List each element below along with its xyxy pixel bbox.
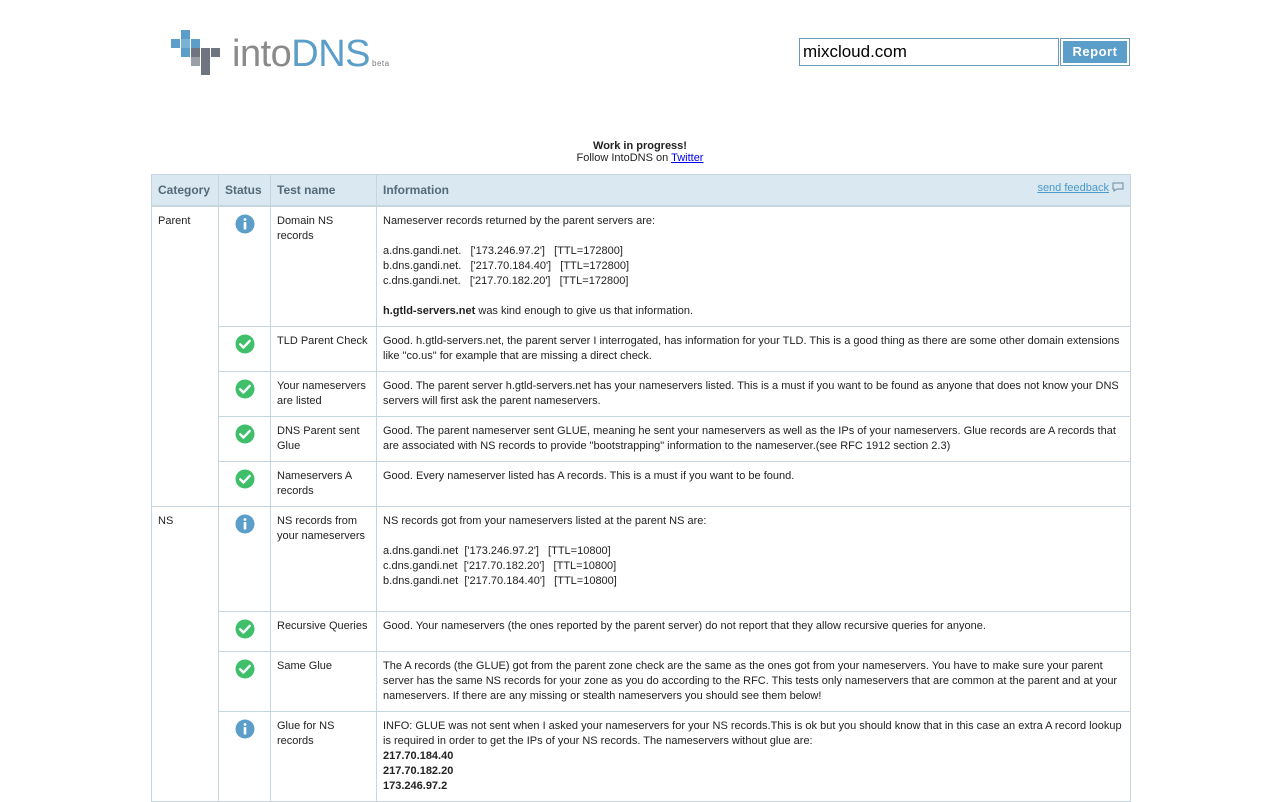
glue-ip: 217.70.184.40 [383,750,454,762]
table-row [152,612,1131,652]
check-icon [235,424,255,444]
twitter-link[interactable]: Twitter [671,152,704,164]
table-row [152,652,1131,712]
ns-record: a.dns.gandi.net ['173.246.97.2'] [TTL=10800] [383,545,611,557]
information [377,507,1131,612]
status-cell [219,712,271,802]
send-feedback-link[interactable]: send feedback [1037,182,1109,194]
info-intro: Nameserver records returned by the parent servers are: [383,215,656,227]
follow-text: Follow IntoDNS on [576,152,672,164]
table-row [152,206,1131,327]
glue-ip: 217.70.182.20 [383,765,454,777]
check-icon [235,659,255,679]
test-name: Same Glue [271,652,377,712]
status-cell [219,206,271,327]
info-icon [235,514,255,534]
notice [0,140,1280,164]
report-button-label: Report [1063,41,1127,63]
glue-ip: 173.246.97.2 [383,780,448,792]
test-name: Nameservers A records [271,462,377,507]
check-icon [235,619,255,639]
table-row [152,712,1131,802]
logo-dns: DNS [291,33,371,75]
test-name: Glue for NS records [271,712,377,802]
ns-record: a.dns.gandi.net. ['173.246.97.2'] [TTL=172800] [383,245,623,257]
check-icon [235,334,255,354]
status-cell [219,462,271,507]
status-cell [219,652,271,712]
status-cell [219,327,271,372]
header-test-name: Test name [271,175,377,207]
ns-record: c.dns.gandi.net. ['217.70.182.20'] [TTL=172800] [383,275,629,287]
header-information-label: Information [383,183,449,197]
table-header-row [152,175,1131,207]
follow-line [0,152,1280,164]
report-table [151,174,1131,802]
domain-input[interactable] [799,38,1059,66]
speech-bubble-icon [1112,182,1124,192]
logo-into: into [232,33,292,75]
header-information [377,175,1131,207]
header-status: Status [219,175,271,207]
information: Good. Every nameserver listed has A records. This is a must if you want to be found. [377,462,1131,507]
info-icon [235,719,255,739]
source-server: h.gtld-servers.net [383,305,476,317]
ns-record: c.dns.gandi.net ['217.70.182.20'] [TTL=10800] [383,560,617,572]
info-text: INFO: GLUE was not sent when I asked your nameservers for your NS records.This is ok but you should know that in this case an extra A record lookup is required in order to get the IPs of your NS records. The nameservers without glue are: [383,720,1122,747]
header-category: Category [152,175,219,207]
category-ns: NS [152,507,219,802]
logo-beta: beta [372,59,390,68]
report-button[interactable] [1060,38,1130,66]
info-intro: NS records got from your nameservers listed at the parent NS are: [383,515,707,527]
send-feedback[interactable] [1037,181,1124,196]
status-cell [219,372,271,417]
table-row [152,372,1131,417]
test-name: Your nameservers are listed [271,372,377,417]
source-text: was kind enough to give us that information. [475,305,693,317]
check-icon [235,379,255,399]
ns-record: b.dns.gandi.net. ['217.70.184.40'] [TTL=172800] [383,260,630,272]
information [377,712,1131,802]
table-row [152,462,1131,507]
table-row [152,507,1131,612]
information: Good. Your nameservers (the ones reported by the parent server) do not report that they allow recursive queries for anyone. [377,612,1131,652]
test-name: Recursive Queries [271,612,377,652]
test-name: Domain NS records [271,206,377,327]
information: Good. h.gtld-servers.net, the parent server I interrogated, has information for your TLD. This is a good thing as there are some other domain extensions like "co.us" for example that are missing a direct check. [377,327,1131,372]
check-icon [235,469,255,489]
test-name: DNS Parent sent Glue [271,417,377,462]
info-source [383,304,1124,319]
information: The A records (the GLUE) got from the parent zone check are the same as the ones got from your nameservers. You have to make sure your parent server has the same NS records for your zone as you do according to the RFC. This tests only nameservers that are common at the parent and at your nameservers. If there are any missing or stealth nameservers you should see them below! [377,652,1131,712]
ns-record: b.dns.gandi.net ['217.70.184.40'] [TTL=10800] [383,575,617,587]
test-name: NS records from your nameservers [271,507,377,612]
table-row [152,417,1131,462]
status-cell [219,417,271,462]
info-icon [235,214,255,234]
work-in-progress: Work in progress! [593,140,687,152]
intodns-logo[interactable] [171,30,411,76]
information: Good. The parent server h.gtld-servers.net has your nameservers listed. This is a must if you want to be found as anyone that does not know your DNS servers will first ask the parent nameservers. [377,372,1131,417]
information [377,206,1131,327]
information: Good. The parent nameserver sent GLUE, meaning he sent your nameservers as well as the IPs of your nameservers. Glue records are A records that are associated with NS records to provide "bootstrapping" information to the nameserver.(see RFC 1912 section 2.3) [377,417,1131,462]
status-cell [219,612,271,652]
table-row [152,327,1131,372]
status-cell [219,507,271,612]
category-parent: Parent [152,206,219,507]
logo-grid-icon [171,30,227,76]
test-name: TLD Parent Check [271,327,377,372]
logo-wordmark [232,32,390,86]
